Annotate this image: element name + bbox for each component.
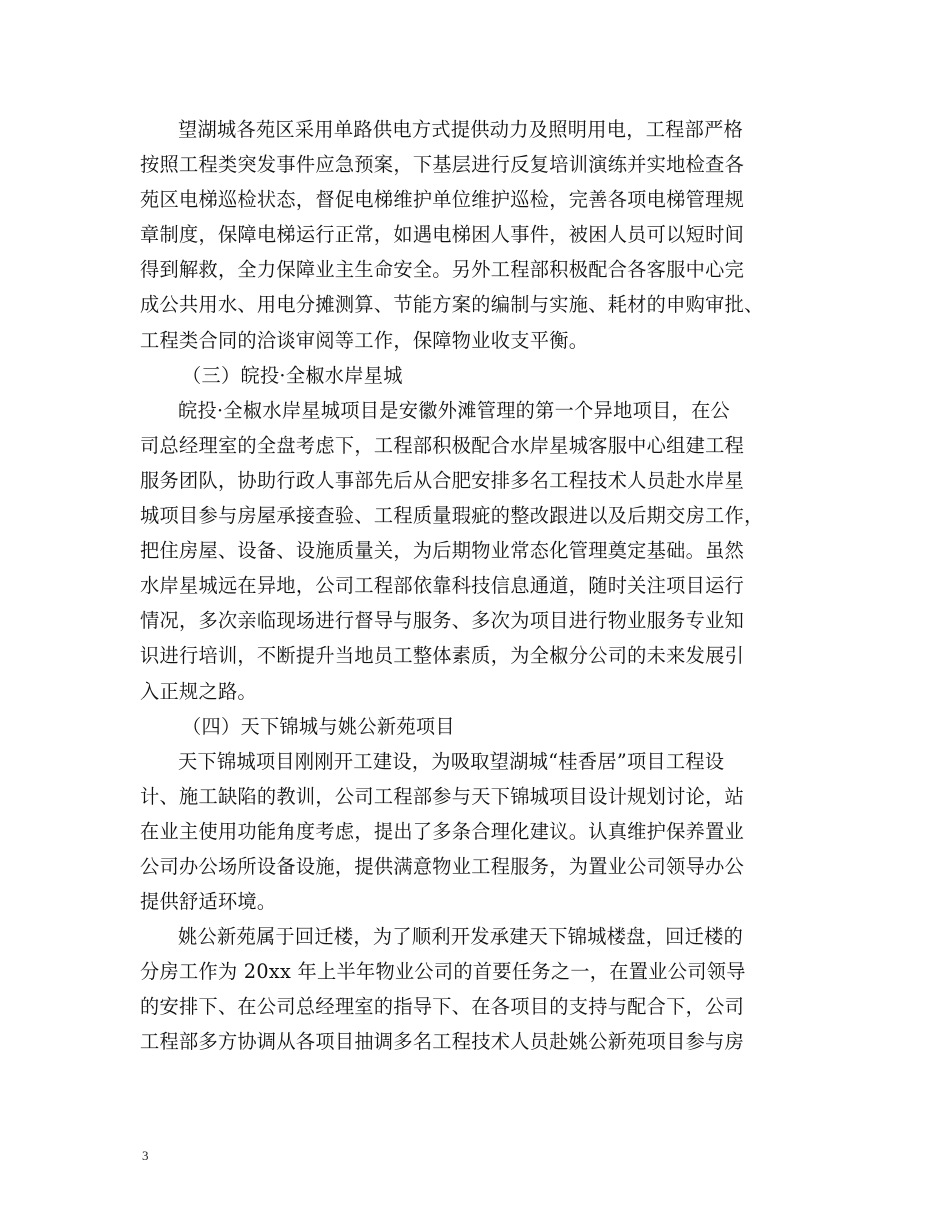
- text-line: 得到解救，全力保障业主生命安全。另外工程部积极配合各客服中心完: [140, 258, 745, 282]
- heading-text: （四）天下锦城与姚公新苑项目: [182, 714, 455, 738]
- section-heading-3: [140, 358, 810, 393]
- text-line: 的安排下、在公司总经理室的指导下、在各项目的支持与配合下，公司: [140, 995, 745, 1019]
- document-body: [140, 112, 810, 1060]
- text-line: 服务团队，协助行政人事部先后从合肥安排多名工程技术人员赴水岸星: [140, 468, 745, 492]
- text-line: 入正规之路。: [140, 679, 257, 703]
- paragraph-tianxia-jincheng: [140, 744, 810, 919]
- text-line: 情况，多次亲临现场进行督导与服务、多次为项目进行物业服务专业知: [140, 609, 745, 633]
- text-line: 提供舒适环境。: [140, 890, 277, 914]
- text-line: 天下锦城项目刚刚开工建设，为吸取望湖城“桂香居”项目工程设: [178, 749, 725, 773]
- text-line: 工程类合同的洽谈审阅等工作，保障物业收支平衡。: [140, 328, 589, 352]
- text-line: 分房工作为 20xx 年上半年物业公司的首要任务之一，在置业公司领导: [140, 960, 746, 984]
- paragraph-yaogong-xinyuan: [140, 919, 810, 1059]
- text-line: 按照工程类突发事件应急预案，下基层进行反复培训演练并实地检查各: [140, 153, 745, 177]
- text-line: 在业主使用功能角度考虑，提出了多条合理化建议。认真维护保养置业: [140, 819, 745, 843]
- text-line: 城项目参与房屋承接查验、工程质量瑕疵的整改跟进以及后期交房工作，: [140, 504, 764, 528]
- text-line: 望湖城各苑区采用单路供电方式提供动力及照明用电，工程部严格: [178, 118, 744, 141]
- page-number: 3: [142, 1148, 149, 1163]
- text-line: 成公共用水、用电分摊测算、节能方案的编制与实施、耗材的申购审批、: [140, 293, 764, 317]
- text-line: 姚公新苑属于回迁楼，为了顺利开发承建天下锦城楼盘，回迁楼的: [178, 925, 744, 949]
- paragraph-quanjiao-project: [140, 393, 810, 709]
- text-line: 识进行培训，不断提升当地员工整体素质，为全椒分公司的未来发展引: [140, 644, 745, 668]
- text-line: 公司办公场所设备设施，提供满意物业工程服务，为置业公司领导办公: [140, 854, 745, 878]
- text-line: 计、施工缺陷的教训，公司工程部参与天下锦城项目设计规划讨论，站: [140, 784, 745, 808]
- text-line: 章制度，保障电梯运行正常，如遇电梯困人事件，被困人员可以短时间: [140, 223, 745, 247]
- text-line: 水岸星城远在异地，公司工程部依靠科技信息通道，随时关注项目运行: [140, 574, 745, 598]
- heading-text: （三）皖投·全椒水岸星城: [182, 363, 403, 387]
- text-line: 皖投·全椒水岸星城项目是安徽外滩管理的第一个异地项目，在公: [178, 398, 731, 422]
- paragraph-wanghucheng-power: [140, 112, 810, 358]
- section-heading-4: [140, 709, 810, 744]
- text-line: 司总经理室的全盘考虑下，工程部积极配合水岸星城客服中心组建工程: [140, 433, 745, 457]
- text-line: 工程部多方协调从各项目抽调多名工程技术人员赴姚公新苑项目参与房: [140, 1030, 745, 1054]
- text-line: 把住房屋、设备、设施质量关，为后期物业常态化管理奠定基础。虽然: [140, 539, 745, 563]
- text-line: 苑区电梯巡检状态，督促电梯维护单位维护巡检，完善各项电梯管理规: [140, 188, 745, 212]
